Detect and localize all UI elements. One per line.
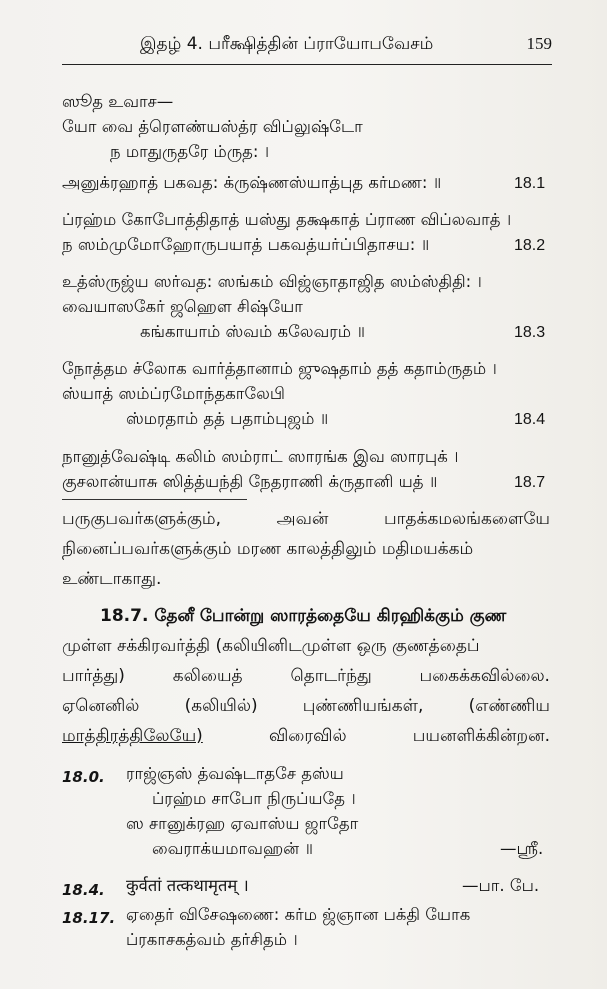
word: கலியைத் (172, 666, 243, 686)
commentary-line (62, 724, 550, 748)
verse-number: 18.7 (514, 474, 546, 491)
commentary-line (62, 694, 550, 718)
footnote-divider (62, 499, 247, 500)
commentary-line (62, 507, 550, 531)
page-number: 159 (526, 34, 552, 53)
footnote-label: 18.0. (62, 768, 105, 786)
commentary-line (62, 664, 550, 688)
footnote-line: ராஜ்ஞஸ் த்வஷ்டாதசே தஸ்ய (126, 764, 344, 783)
verse-line: உத்ஸ்ருஜ்ய ஸர்வத: ஸங்கம் விஜ்ஞாதாஜித ஸம்ஸ்திதி: । (62, 272, 482, 291)
word: பயனளிக்கின்றன. (412, 726, 550, 746)
word: ஏனெனில் (62, 696, 140, 716)
word: (கலியில்) (184, 696, 258, 716)
word: அவன் (276, 509, 329, 529)
verse-line: ஸ்யாத் ஸம்ப்ரமோந்தகாலேபி (62, 384, 285, 403)
chapter-title: இதழ் 4. பரீக்ஷித்தின் ப்ராயோபவேசம் (140, 34, 434, 54)
footnote-line: ப்ரகாசகத்வம் தர்சிதம் । (126, 930, 298, 949)
verse-number: 18.1 (514, 175, 546, 192)
verse-line: ப்ரஹ்ம கோபோத்திதாத் யஸ்து தக்ஷகாத் ப்ராண விப்லவாத் । (62, 210, 512, 229)
verse-number: 18.2 (514, 237, 546, 254)
verse-line: அனுக்ரஹாத் பகவத: க்ருஷ்ணஸ்யாத்புத கர்மண: ॥ (62, 173, 442, 192)
running-header (62, 28, 552, 65)
footnote-source: —பா. பே. (462, 876, 540, 895)
verse-line: குசலான்யாசு ஸித்த்யந்தி நேதராணி க்ருதானி யத் ॥ (62, 472, 438, 491)
commentary-line: நினைப்பவர்களுக்கும் மரண காலத்திலும் மதிமயக்கம் (62, 539, 474, 559)
footnote-label: 18.4. (62, 881, 105, 899)
word: விரைவில் (268, 726, 347, 746)
verse-line: நானுத்வேஷ்டி கலிம் ஸம்ராட் ஸாரங்க இவ ஸாரபுக் । (62, 447, 459, 466)
footnote-source: —ஸ்ரீ. (500, 839, 544, 858)
verse-line: கங்காயாம் ஸ்வம் கலேவரம் ॥ (140, 322, 365, 341)
word: பகைக்கவில்லை. (419, 666, 550, 686)
verse-line: வையாஸகேர் ஜஹௌ சிஷ்யோ (62, 297, 303, 316)
commentary-line: 18.7. தேனீ போன்று ஸாரத்தையே கிரஹிக்கும் குண (100, 606, 507, 626)
verse-line: ந ஸம்முமோஹோருபயாத் பகவத்யர்ப்பிதாசய: ॥ (62, 235, 430, 254)
verse-line: நோத்தம ச்லோக வார்த்தானாம் ஜுஷதாம் தத் கதாம்ருதம் । (62, 359, 497, 378)
commentary-line: முள்ள சக்கிரவர்த்தி (கலியினிடமுள்ள ஒரு குணத்தைப் (62, 636, 480, 656)
verse-intro: ஸூத உவாச— (62, 92, 174, 111)
verse-line: ஸ்மரதாம் தத் பதாம்புஜம் ॥ (126, 409, 329, 428)
verse-number: 18.4 (514, 411, 546, 428)
word: பார்த்து) (62, 666, 125, 686)
verse-line: ந மாதுருதரே ம்ருத: । (110, 142, 270, 161)
word: மாத்திரத்திலேயே) (62, 726, 203, 746)
footnote-line: வைராக்யமாவஹன் ॥ (152, 839, 314, 858)
word: தொடர்ந்து (290, 666, 372, 686)
footnote-line: ஏதைர் விசேஷணை: கர்ம ஜ்ஞான பக்தி யோக (126, 905, 471, 924)
footnote-line: कुर्वतां तत्कथामृतम् । (126, 876, 249, 895)
verse-number: 18.3 (514, 324, 546, 341)
footnote-line: ஸ சானுக்ரஹ ஏவாஸ்ய ஜாதோ (126, 814, 359, 833)
word: பருகுபவர்களுக்கும், (62, 509, 221, 529)
word: பாதக்கமலங்களையே (384, 509, 550, 529)
commentary-line: உண்டாகாது. (62, 569, 162, 589)
footnote-line: ப்ரஹ்ம சாபோ நிருப்யதே । (152, 789, 356, 808)
footnote-label: 18.17. (62, 909, 116, 927)
word: (எண்ணிய (468, 696, 550, 716)
word: புண்ணியங்கள், (302, 696, 424, 716)
verse-line: யோ வை த்ரௌண்யஸ்த்ர விப்லுஷ்டோ (62, 117, 363, 136)
